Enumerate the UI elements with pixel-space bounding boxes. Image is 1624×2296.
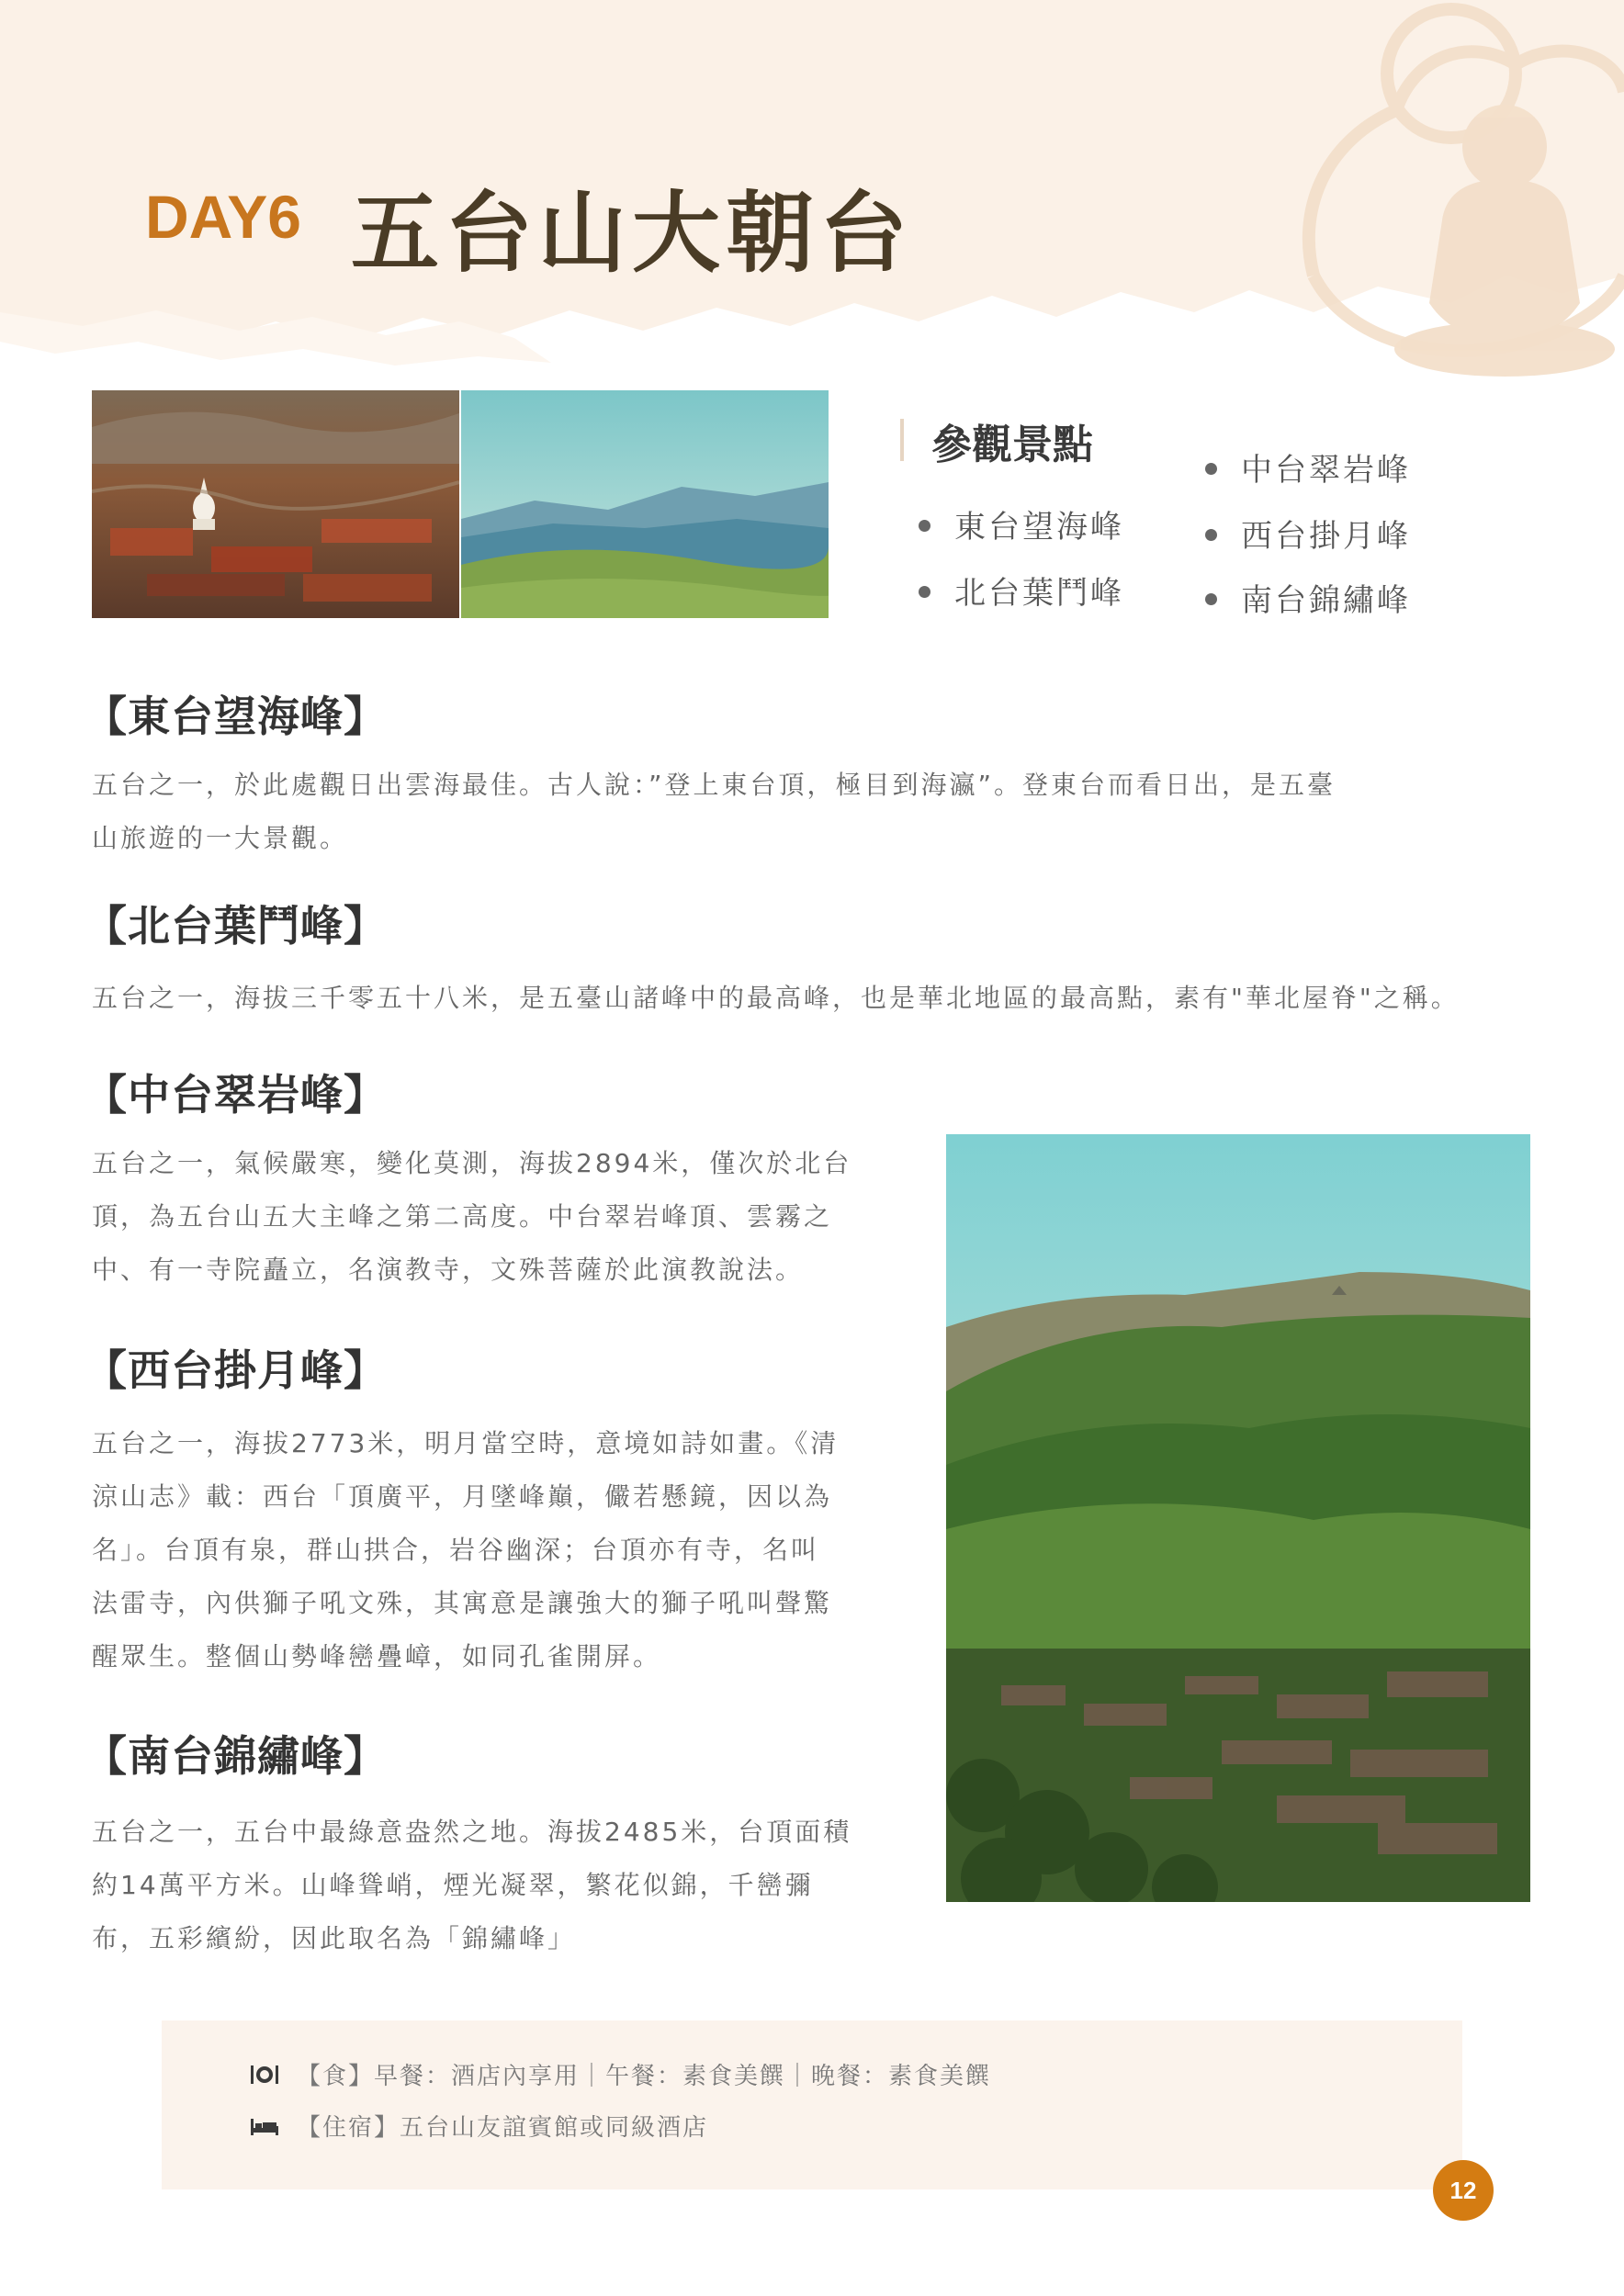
sight-item: 南台錦繡峰 [1205,575,1411,620]
lodging-row: 【住宿】五台山友誼賓館或同級酒店 [249,2109,708,2143]
bed-icon [249,2113,280,2139]
sight-item: 東台望海峰 [919,501,1124,546]
page-title: 五台山大朝台 [351,182,913,285]
section-title-east: 【東台望海峰】 [85,692,387,741]
section-title-north: 【北台葉鬥峰】 [85,901,387,951]
section-title-central: 【中台翠岩峰】 [85,1070,387,1120]
mountain-village-photo [946,1134,1530,1902]
meals-row: 【食】早餐：酒店內享用｜午餐：素食美饌｜晚餐：素食美饌 [249,2057,991,2091]
page-number-badge: 12 [1433,2160,1494,2221]
section-body-west: 五台之一，海拔2773米，明月當空時，意境如詩如畫。《清 涼山志》載：西台「頂廣平，月墜峰巔，儼若懸鏡，因以為 名」。台頂有泉，群山拱合，岩谷幽深；台頂亦有寺，名叫 法雷寺，內供獅子吼文殊，其寓意是讓強大的獅子吼叫聲驚 醒眾生。整個山勢峰巒疊嶂，如同孔雀開屏。 [92,1428,840,1671]
section-title-west: 【西台掛月峰】 [85,1345,387,1395]
sight-item: 北台葉鬥峰 [919,568,1124,613]
sights-accent-bar [900,419,904,461]
bullet-icon [1205,593,1217,605]
bullet-icon [919,520,930,532]
section-body-south: 五台之一，五台中最綠意盎然之地。海拔2485米，台頂面積 約14萬平方米。山峰聳峭，煙光凝翠，繁花似錦，千巒彌 布，五彩繽紛，因此取名為「錦繡峰」 [92,1817,852,1953]
section-body-north: 五台之一，海拔三千零五十八米，是五臺山諸峰中的最高峰，也是華北地區的最高點，素有"華北屋脊"之稱。 [92,983,1460,1013]
buddha-watermark-icon [1258,0,1624,395]
section-title-south: 【南台錦繡峰】 [85,1731,387,1781]
info-box [162,2020,1462,2189]
sights-title: 參觀景點 [931,422,1093,468]
section-body-central: 五台之一，氣候嚴寒，變化莫測，海拔2894米，僅次於北台 頂，為五台山五大主峰之第二高度。中台翠岩峰頂、雲霧之 中、有一寺院矗立，名演教寺，文殊菩薩於此演教說法。 [92,1148,852,1285]
temple-town-photo [92,390,459,618]
sight-item: 西台掛月峰 [1205,511,1411,556]
bullet-icon [1205,529,1217,541]
section-body-east: 五台之一，於此處觀日出雲海最佳。古人說：”登上東台頂，極目到海瀛”。登東台而看日出，是五臺 山旅遊的一大景觀。 [92,770,1336,853]
day-label: DAY6 [145,183,301,251]
sight-item: 中台翠岩峰 [1205,445,1411,490]
dining-icon [249,2062,280,2088]
bullet-icon [919,586,930,598]
bullet-icon [1205,463,1217,475]
mountain-meadow-photo [461,390,829,618]
